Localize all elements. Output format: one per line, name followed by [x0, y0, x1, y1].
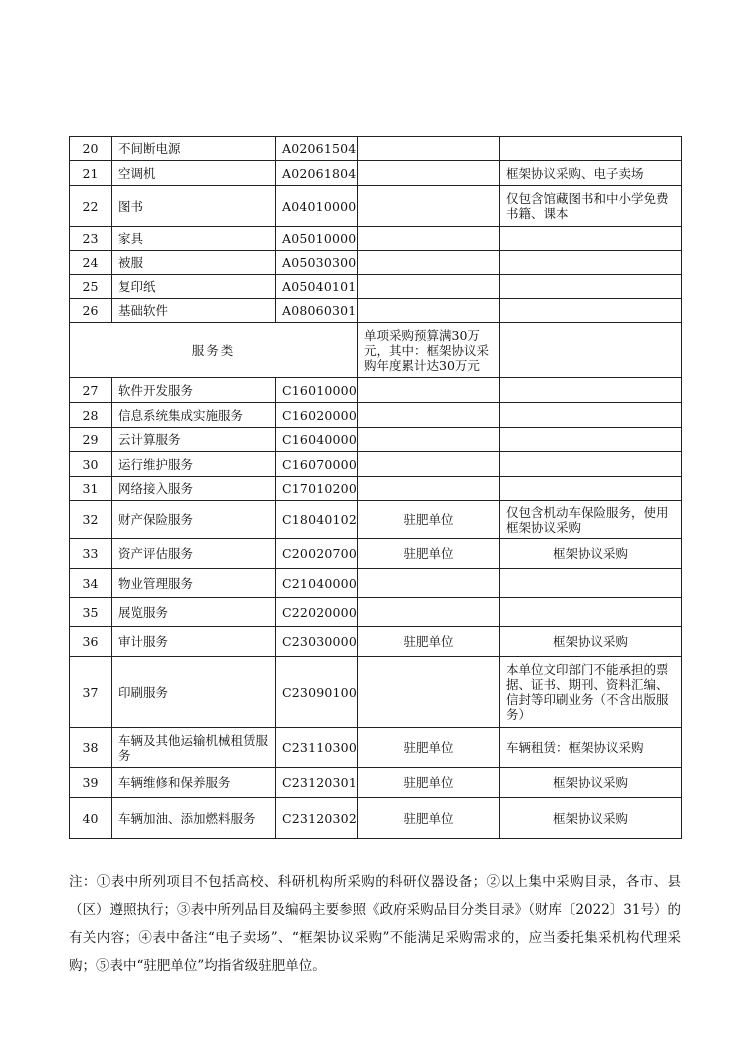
item-remark [500, 137, 682, 161]
item-scope: 驻肥单位 [358, 627, 500, 657]
item-code: C16070000 [276, 452, 358, 477]
item-remark [500, 275, 682, 299]
item-name: 被服 [112, 251, 276, 275]
item-code: C23120301 [276, 768, 358, 798]
item-scope [358, 227, 500, 251]
table-row [70, 251, 682, 275]
item-name: 基础软件 [112, 299, 276, 323]
item-name: 车辆加油、添加燃料服务 [112, 798, 276, 839]
item-code: C22020000 [276, 598, 358, 627]
item-code: A05030300 [276, 251, 358, 275]
item-name: 网络接入服务 [112, 477, 276, 501]
procurement-catalog-table [69, 136, 682, 839]
item-scope: 驻肥单位 [358, 501, 500, 539]
row-number: 20 [70, 137, 112, 161]
item-code: C16020000 [276, 403, 358, 428]
item-scope [358, 403, 500, 428]
item-scope [358, 161, 500, 186]
item-remark: 仅包含馆藏图书和中小学免费书籍、课本 [500, 186, 682, 227]
item-name: 印刷服务 [112, 657, 276, 728]
item-remark: 本单位文印部门不能承担的票据、证书、期刊、资料汇编、信封等印刷业务（不含出版服务） [500, 657, 682, 728]
services-category-section [70, 323, 682, 378]
row-number: 22 [70, 186, 112, 227]
row-number: 31 [70, 477, 112, 501]
row-number: 27 [70, 378, 112, 403]
table-row [70, 627, 682, 657]
item-remark [500, 452, 682, 477]
item-scope: 驻肥单位 [358, 728, 500, 768]
row-number: 28 [70, 403, 112, 428]
item-code: C20020700 [276, 539, 358, 569]
item-name: 审计服务 [112, 627, 276, 657]
item-remark [500, 403, 682, 428]
item-code: A05010000 [276, 227, 358, 251]
item-scope [358, 251, 500, 275]
table-row [70, 569, 682, 598]
table-row [70, 452, 682, 477]
item-code: C23030000 [276, 627, 358, 657]
item-remark: 框架协议采购 [500, 627, 682, 657]
item-scope [358, 598, 500, 627]
item-remark: 仅包含机动车保险服务，使用框架协议采购 [500, 501, 682, 539]
table-row [70, 798, 682, 839]
item-scope [358, 569, 500, 598]
item-name: 运行维护服务 [112, 452, 276, 477]
table-row [70, 501, 682, 539]
item-remark: 框架协议采购 [500, 768, 682, 798]
item-name: 家具 [112, 227, 276, 251]
item-remark: 框架协议采购、电子卖场 [500, 161, 682, 186]
row-number: 32 [70, 501, 112, 539]
item-remark [500, 251, 682, 275]
item-code: A05040101 [276, 275, 358, 299]
item-code: C16040000 [276, 428, 358, 452]
item-remark [500, 598, 682, 627]
table-row [70, 227, 682, 251]
item-name: 资产评估服务 [112, 539, 276, 569]
item-scope: 驻肥单位 [358, 539, 500, 569]
item-code: C17010200 [276, 477, 358, 501]
item-name: 云计算服务 [112, 428, 276, 452]
row-number: 33 [70, 539, 112, 569]
item-remark: 框架协议采购 [500, 539, 682, 569]
table-row [70, 137, 682, 161]
item-name: 图书 [112, 186, 276, 227]
table-row [70, 539, 682, 569]
item-scope [358, 275, 500, 299]
table-row [70, 768, 682, 798]
item-code: C16010000 [276, 378, 358, 403]
category-row [70, 323, 682, 378]
item-code: A08060301 [276, 299, 358, 323]
row-number: 34 [70, 569, 112, 598]
item-scope [358, 477, 500, 501]
row-number: 23 [70, 227, 112, 251]
item-remark [500, 569, 682, 598]
item-code: C18040102 [276, 501, 358, 539]
item-name: 财产保险服务 [112, 501, 276, 539]
table-row [70, 477, 682, 501]
item-scope [358, 299, 500, 323]
item-scope [358, 657, 500, 728]
item-remark [500, 428, 682, 452]
row-number: 38 [70, 728, 112, 768]
item-code: C21040000 [276, 569, 358, 598]
row-number: 40 [70, 798, 112, 839]
item-scope [358, 186, 500, 227]
row-number: 26 [70, 299, 112, 323]
item-scope [358, 428, 500, 452]
table-row [70, 186, 682, 227]
row-number: 21 [70, 161, 112, 186]
table-row [70, 299, 682, 323]
row-number: 29 [70, 428, 112, 452]
item-remark [500, 227, 682, 251]
table-row [70, 598, 682, 627]
item-name: 信息系统集成实施服务 [112, 403, 276, 428]
item-name: 展览服务 [112, 598, 276, 627]
item-code: C23120302 [276, 798, 358, 839]
item-remark: 框架协议采购 [500, 798, 682, 839]
item-name: 车辆及其他运输机械租赁服务 [112, 728, 276, 768]
row-number: 35 [70, 598, 112, 627]
item-name: 空调机 [112, 161, 276, 186]
item-name: 车辆维修和保养服务 [112, 768, 276, 798]
item-remark [500, 378, 682, 403]
category-threshold: 单项采购预算满30万元，其中：框架协议采购年度累计达30万元 [358, 323, 500, 378]
item-code: C23110300 [276, 728, 358, 768]
item-scope [358, 452, 500, 477]
item-scope [358, 378, 500, 403]
goods-rows [70, 137, 682, 323]
item-remark [500, 477, 682, 501]
item-code: A02061804 [276, 161, 358, 186]
table-row [70, 161, 682, 186]
item-scope: 驻肥单位 [358, 798, 500, 839]
table-row [70, 275, 682, 299]
row-number: 30 [70, 452, 112, 477]
item-name: 物业管理服务 [112, 569, 276, 598]
table-row [70, 728, 682, 768]
item-name: 不间断电源 [112, 137, 276, 161]
row-number: 24 [70, 251, 112, 275]
table-row [70, 378, 682, 403]
item-code: A04010000 [276, 186, 358, 227]
row-number: 37 [70, 657, 112, 728]
row-number: 39 [70, 768, 112, 798]
row-number: 36 [70, 627, 112, 657]
item-name: 复印纸 [112, 275, 276, 299]
item-remark [500, 299, 682, 323]
category-remark [500, 323, 682, 378]
table-row [70, 403, 682, 428]
item-remark: 车辆租赁：框架协议采购 [500, 728, 682, 768]
category-label: 服务类 [70, 323, 358, 378]
table-footnote: 注：①表中所列项目不包括高校、科研机构所采购的科研仪器设备；②以上集中采购目录，各市、县（区）遵照执行；③表中所列品目及编码主要参照《政府采购品目分类目录》（财库〔2022〕31号）的有关内容；④表中备注“电子卖场”、“框架协议采购”不能满足采购需求的，应当委托集采机构代理采购；⑤表中“驻肥单位”均指省级驻肥单位。 [69, 874, 681, 974]
item-code: A02061504 [276, 137, 358, 161]
item-scope [358, 137, 500, 161]
item-scope: 驻肥单位 [358, 768, 500, 798]
row-number: 25 [70, 275, 112, 299]
table-row [70, 657, 682, 728]
item-name: 软件开发服务 [112, 378, 276, 403]
service-rows [70, 378, 682, 839]
table-row [70, 428, 682, 452]
item-code: C23090100 [276, 657, 358, 728]
